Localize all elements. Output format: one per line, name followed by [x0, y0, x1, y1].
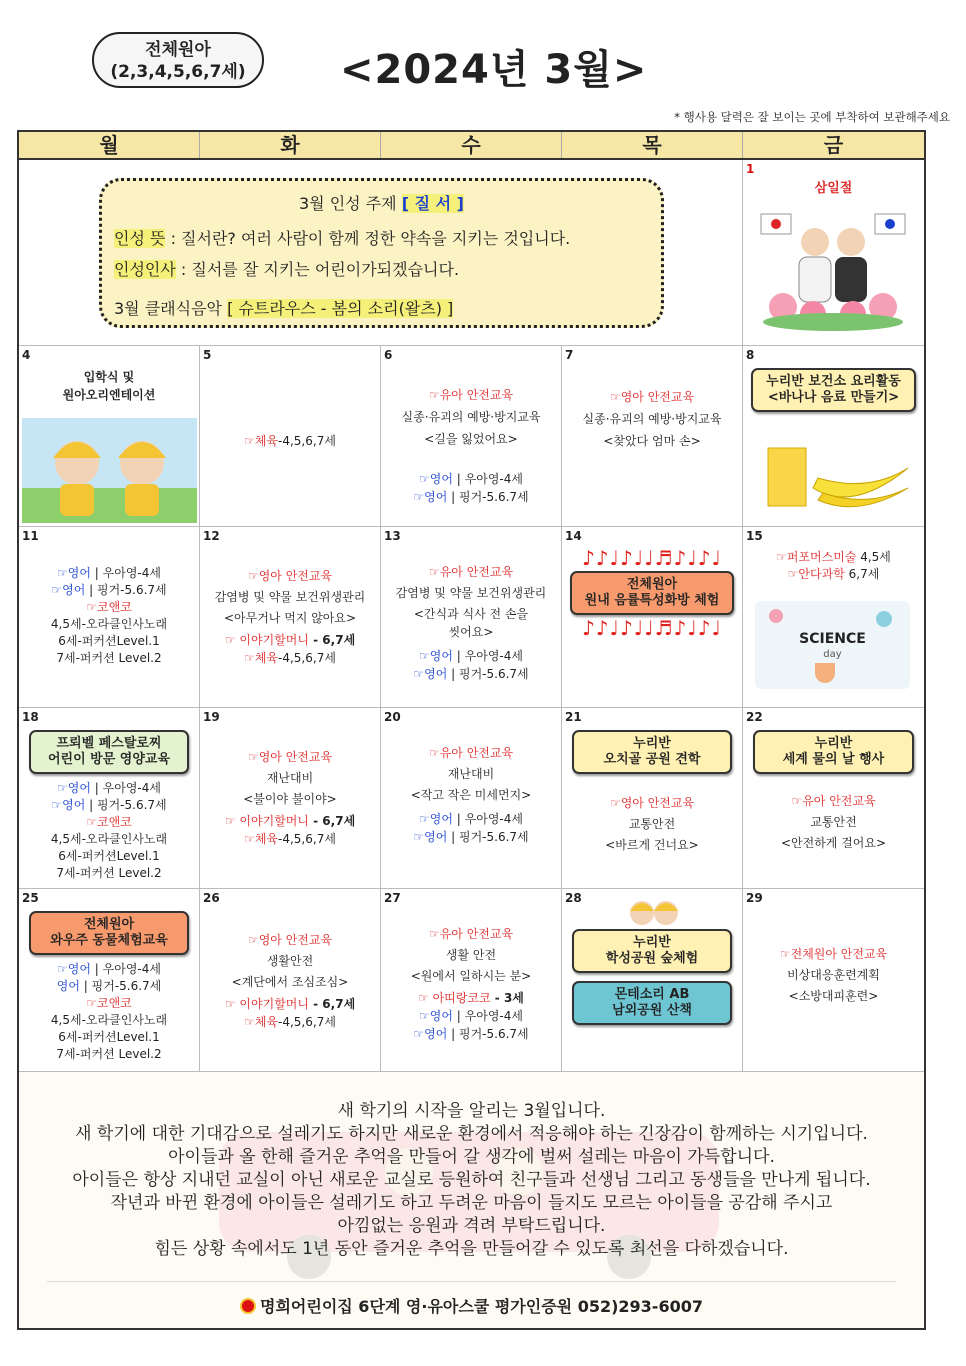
day15-text [743, 549, 924, 583]
day-number: 4 [22, 348, 31, 362]
day22-box-line1: 누리반 [814, 736, 853, 751]
day-number: 26 [203, 891, 220, 905]
day18-english-label-2: ☞영어 [51, 798, 86, 812]
day18-box-line2: 어린이 방문 영양교육 [47, 752, 171, 767]
day-cell-15 [743, 527, 924, 708]
day7-line2: 실종·유괴의 예방·방지교육 [582, 412, 722, 426]
day-cell-11 [19, 527, 200, 708]
day13-line3b: 씻어요> [448, 625, 494, 639]
day26-line3: <계단에서 조심조심> [231, 975, 349, 989]
day4-text [19, 368, 199, 404]
day20-english-detail-2: | 핑거-5.6.7세 [447, 830, 529, 844]
day25-zoo-label [29, 911, 189, 955]
day19-pe-label: ☞체육 [244, 832, 279, 846]
day13-english-label: ☞영어 [419, 649, 453, 663]
day28-walk-label [572, 981, 732, 1025]
day13-english-detail-2: | 핑거-5.6.7세 [447, 667, 529, 681]
science-deco-circle [876, 611, 892, 627]
day8-cooking-label [751, 368, 916, 412]
day20-line3: <작고 작은 미세먼지> [410, 788, 532, 802]
day12-storyteller-ages: - 6,7세 [308, 633, 356, 647]
weekday-header [19, 132, 924, 160]
day22-line3: <안전하게 걸어요> [780, 836, 887, 850]
day29-text [743, 945, 924, 1005]
notes-line-4: 아이들은 항상 지내던 교실이 아닌 새로운 교실로 등원하여 친구들과 선생님 그리고 동생들을 만나게 됩니다. [72, 1170, 871, 1190]
day12-line2: 감염병 및 약물 보건위생관리 [214, 590, 366, 604]
theme-greeting-label: 인성인사 [114, 260, 176, 279]
flask-icon [815, 663, 835, 683]
day11-english-label: ☞영어 [57, 566, 91, 580]
day18-box-line1: 프뢰벨 페스탈로찌 [56, 736, 162, 751]
day13-english-label-2: ☞영어 [413, 667, 448, 681]
day14-music-label [570, 571, 734, 615]
day29-line3: <소방대피훈련> [788, 989, 879, 1003]
day27-text [381, 925, 561, 1043]
day-cell-27 [381, 889, 562, 1072]
day19-text [200, 748, 380, 848]
day-number: 28 [565, 891, 582, 905]
divider [47, 1281, 896, 1282]
day12-pe-ages: -4,5,6,7세 [278, 651, 336, 665]
day27-line1: ☞유아 안전교육 [428, 927, 514, 941]
calendar [17, 130, 926, 1330]
day5-pe-label: ☞체육 [244, 434, 279, 448]
day29-line1: ☞전체원아 안전교육 [779, 947, 888, 961]
day6-text [381, 386, 561, 506]
day18-english-label: ☞영어 [57, 781, 91, 795]
day12-text [200, 567, 380, 667]
day20-english-label-2: ☞영어 [413, 830, 448, 844]
day7-text [562, 388, 742, 450]
day13-line3: <간식과 식사 전 손을 [413, 607, 529, 621]
day27-line2: 생활 안전 [445, 948, 497, 962]
day-number: 5 [203, 348, 212, 362]
day21-field-trip-label [572, 730, 732, 774]
notes-line-7: 힘든 상황 속에서도 1년 동안 즐거운 추억을 만들어갈 수 있도록 최선을 다하겠습니다. [154, 1239, 789, 1259]
day21-line2: 교통안전 [628, 817, 676, 831]
day20-text [381, 744, 561, 846]
day15-science-ages: 6,7세 [844, 567, 880, 581]
theme-title [114, 191, 649, 214]
day6-english-detail: | 우아영-4세 [452, 472, 523, 486]
footer-text: 명희어린이집 6단계 영·유아스쿨 평가인증원 052)293-6007 [260, 1297, 703, 1316]
day20-english-detail: | 우아영-4세 [452, 812, 523, 826]
day26-line1: ☞영아 안전교육 [247, 933, 333, 947]
day19-line2: 재난대비 [266, 771, 314, 785]
day-number: 15 [746, 529, 763, 543]
day-cell-22 [743, 708, 924, 889]
day6-english-label: ☞영어 [419, 472, 453, 486]
day-cell-25 [19, 889, 200, 1072]
day-cell-6 [381, 346, 562, 527]
page-title: <2024년 3월> [340, 47, 648, 93]
theme-greeting-text: : 질서를 잘 지키는 어린이가되겠습니다. [180, 260, 460, 279]
day-cell-4 [19, 346, 200, 527]
day21-line3: <바르게 건너요> [605, 838, 699, 852]
day13-line1: ☞유아 안전교육 [428, 565, 514, 579]
notes-area [19, 1072, 924, 1328]
day27-english-label-2: ☞영어 [413, 1027, 448, 1041]
day22-water-day-label [753, 730, 914, 774]
theme-box [99, 178, 664, 328]
day13-english-detail: | 우아영-4세 [452, 649, 523, 663]
day6-line3: <길을 잃었어요> [424, 432, 518, 446]
day11-english-label-2: ☞영어 [51, 583, 86, 597]
day-cell-26 [200, 889, 381, 1072]
day-number: 6 [384, 348, 393, 362]
day18-line4: 4,5세-오라클인사노래 [50, 832, 168, 846]
theme-title-prefix: 3월 인성 주제 [299, 194, 397, 213]
day-number: 29 [746, 891, 763, 905]
day-cell-12 [200, 527, 381, 708]
day18-nutrition-label [29, 730, 189, 774]
day27-line3: <원에서 일하시는 분> [410, 969, 532, 983]
footer [19, 1295, 924, 1318]
day18-text [19, 730, 199, 882]
day25-box-line2: 와우주 동물체험교육 [50, 933, 168, 948]
theme-music [114, 296, 649, 319]
day6-english-label-2: ☞영어 [413, 490, 448, 504]
banana-drink-illustration [758, 438, 913, 518]
theme-music-label: 3월 클래식음악 [114, 299, 223, 318]
day5-pe [200, 432, 380, 450]
day6-line2: 실종·유괴의 예방·방지교육 [401, 410, 541, 424]
day-number: 25 [22, 891, 39, 905]
logo-icon [240, 1298, 256, 1314]
day28-box-line4: 남외공원 산책 [612, 1003, 692, 1018]
day25-text [19, 911, 199, 1063]
day22-text [743, 730, 924, 852]
day15-art-label: ☞퍼포머스미술 [776, 550, 857, 564]
day5-pe-ages: -4,5,6,7세 [278, 434, 336, 448]
day18-english-detail-2: | 핑거-5.6.7세 [85, 798, 167, 812]
day15-science-label: ☞안다과학 [787, 567, 845, 581]
day22-line1: ☞유아 안전교육 [791, 794, 876, 808]
theme-music-value: [ 슈트라우스 - 봄의 소리(왈츠) ] [227, 299, 454, 318]
class-badge-line2: (2,3,4,5,6,7세) [110, 62, 246, 82]
notes-line-1: 새 학기의 시작을 알리는 3월입니다. [337, 1101, 606, 1121]
notes-line-5: 작년과 바뀐 환경에 아이들은 설레기도 하고 두려운 마음이 들지도 모르는 아이들을 공감해 주시고 [110, 1193, 833, 1213]
day-number: 13 [384, 529, 401, 543]
day21-box-line2: 오치골 공원 견학 [603, 752, 701, 767]
entrance-ceremony-illustration [22, 418, 197, 523]
day-cell-14 [562, 527, 743, 708]
theme-greeting [114, 257, 649, 280]
day13-text [381, 563, 561, 683]
day-number: 20 [384, 710, 401, 724]
day18-english-detail: | 우아영-4세 [90, 781, 161, 795]
day-number: 14 [565, 529, 582, 543]
day-number: 21 [565, 710, 582, 724]
day-cell-5 [200, 346, 381, 527]
day12-line1: ☞영아 안전교육 [247, 569, 333, 583]
day19-storyteller-label: ☞ 이야기할머니 [224, 814, 309, 828]
notes-line-3: 아이들과 올 한해 즐거운 추억을 만들어 갈 생각에 벌써 설레는 마음이 가득합니다. [168, 1147, 775, 1167]
day8-line1: 누리반 보건소 요리활동 [766, 374, 901, 389]
day28-box-line3: 몬테소리 AB [614, 987, 690, 1002]
day-cell-8 [743, 346, 924, 527]
day27-english-label: ☞영어 [419, 1009, 453, 1023]
notes-line-6: 아낌없는 응원과 격려 부탁드립니다. [337, 1216, 606, 1236]
day-cell-18 [19, 708, 200, 889]
day11-line4: 4,5세-오라클인사노래 [50, 617, 168, 631]
day6-line1: ☞유아 안전교육 [428, 388, 514, 402]
weekday-thu: 목 [562, 132, 743, 158]
day-number: 7 [565, 348, 574, 362]
day-cell-1 [743, 160, 924, 346]
day25-english-detail-2: | 핑거-5.6.7세 [79, 979, 162, 993]
day25-english-detail: | 우아영-4세 [90, 962, 161, 976]
day4-line2: 원아오리엔테이션 [62, 388, 156, 402]
day-number: 11 [22, 529, 39, 543]
theme-cell [19, 160, 743, 346]
class-badge-line1: 전체원아 [145, 40, 211, 60]
day28-text [562, 929, 742, 1025]
day27-atti-ages: - 3세 [490, 991, 524, 1005]
day27-atti-label: ☞ 아띠랑코코 [418, 991, 491, 1005]
day1-title: 삼일절 [814, 181, 853, 196]
day19-line1: ☞영아 안전교육 [247, 750, 333, 764]
day11-line5: 6세-퍼커션Level.1 [58, 634, 160, 648]
day26-storyteller-label: ☞ 이야기할머니 [224, 997, 309, 1011]
science-label: SCIENCE [799, 631, 866, 647]
day4-line1: 입학식 및 [83, 370, 135, 384]
day28-box-line2: 학성공원 숲체험 [605, 951, 699, 966]
day25-line5: 6세-퍼커션Level.1 [58, 1030, 160, 1044]
day15-art-ages: 4,5세 [856, 550, 891, 564]
day26-pe-label: ☞체육 [244, 1015, 279, 1029]
day25-english-label: ☞영어 [57, 962, 91, 976]
day-number: 22 [746, 710, 763, 724]
day-cell-21 [562, 708, 743, 889]
day7-line3: <찾았다 엄마 손> [603, 434, 701, 448]
day-number: 1 [746, 162, 755, 176]
day11-english-detail-2: | 핑거-5.6.7세 [85, 583, 167, 597]
day11-text [19, 565, 199, 667]
day26-storyteller-ages: - 6,7세 [308, 997, 356, 1011]
theme-meaning-text: : 질서란? 여러 사람이 함께 정한 약속을 지키는 것입니다. [170, 229, 571, 248]
day20-english-label: ☞영어 [419, 812, 453, 826]
day25-line4: 4,5세-오라클인사노래 [50, 1013, 168, 1027]
day-number: 19 [203, 710, 220, 724]
day-cell-20 [381, 708, 562, 889]
day14-line1: 전체원아 [626, 577, 678, 592]
day25-line6: 7세-퍼커션 Level.2 [56, 1047, 162, 1061]
day-number: 12 [203, 529, 220, 543]
weekday-wed: 수 [381, 132, 562, 158]
science-day-label: day [823, 649, 842, 660]
day12-storyteller-label: ☞ 이야기할머니 [224, 633, 309, 647]
day19-storyteller-ages: - 6,7세 [308, 814, 356, 828]
day12-line3: <아무거나 먹지 않아요> [223, 611, 357, 625]
independence-day-illustration [753, 202, 913, 337]
day27-english-detail: | 우아영-4세 [452, 1009, 523, 1023]
day8-line2: <바나나 음료 만들기> [767, 390, 900, 405]
day8-text [743, 368, 924, 412]
day7-line1: ☞영아 안전교육 [609, 390, 695, 404]
weekday-mon: 월 [19, 132, 200, 158]
day-cell-7 [562, 346, 743, 527]
music-notes-top: ♪♪♩♪♩♩♬♪♩♪♩ [582, 546, 722, 570]
day6-english-detail-2: | 핑거-5.6.7세 [447, 490, 529, 504]
theme-meaning-label: 인성 뜻 [114, 229, 166, 248]
day28-forest-label [572, 929, 732, 973]
day20-line2: 재난대비 [447, 767, 495, 781]
class-badge [92, 32, 264, 88]
notes-line-2: 새 학기에 대한 기대감으로 설레기도 하지만 새로운 환경에서 적응해야 하는 긴장감이 함께하는 시기입니다. [75, 1124, 868, 1144]
day19-pe-ages: -4,5,6,7세 [278, 832, 336, 846]
day14-line2: 원내 음률특성화방 체험 [584, 593, 720, 608]
day26-line2: 생활안전 [266, 954, 314, 968]
day25-english-label-2: 영어 [56, 979, 80, 993]
day-number: 18 [22, 710, 39, 724]
day18-line6: 7세-퍼커션 Level.2 [56, 866, 162, 880]
day13-line2: 감염병 및 약물 보건위생관리 [395, 586, 547, 600]
day-cell-13 [381, 527, 562, 708]
day21-box-line1: 누리반 [633, 736, 671, 751]
day-number: 8 [746, 348, 755, 362]
day-cell-29 [743, 889, 924, 1072]
day12-pe-label: ☞체육 [244, 651, 279, 665]
day22-line2: 교통안전 [810, 815, 857, 829]
notice-text: * 행사용 달력은 잘 보이는 곳에 부착하여 보관해주세요 [674, 110, 950, 124]
day-number: 27 [384, 891, 401, 905]
day25-box-line1: 전체원아 [83, 917, 135, 932]
day-cell-19 [200, 708, 381, 889]
day-cell-28 [562, 889, 743, 1072]
day22-box-line2: 세계 물의 날 행사 [782, 752, 885, 767]
day11-coandco: ☞코앤코 [86, 600, 132, 614]
notes-text [19, 1100, 924, 1261]
day18-line5: 6세-퍼커션Level.1 [58, 849, 160, 863]
day26-text [200, 931, 380, 1031]
day18-coandco: ☞코앤코 [86, 815, 132, 829]
day11-line6: 7세-퍼커션 Level.2 [56, 651, 162, 665]
theme-title-value: [ 질 서 ] [401, 194, 464, 213]
music-notes-bottom: ♪♪♩♪♩♩♬♪♩♪♩ [582, 616, 722, 640]
weekday-tue: 화 [200, 132, 381, 158]
science-day-illustration [755, 601, 910, 689]
day21-line1: ☞영아 안전교육 [609, 796, 695, 810]
day14-text [562, 546, 742, 640]
day21-text [562, 730, 742, 854]
day19-line3: <불이야 불이야> [243, 792, 337, 806]
weekday-fri: 금 [823, 133, 844, 157]
day11-english-detail: | 우아영-4세 [90, 566, 161, 580]
day29-line2: 비상대응훈련계획 [787, 968, 880, 982]
day26-pe-ages: -4,5,6,7세 [278, 1015, 336, 1029]
science-deco-circle [769, 609, 783, 623]
kids-illustration [624, 895, 684, 927]
day28-box-line1: 누리반 [633, 935, 671, 950]
theme-meaning [114, 226, 649, 249]
day25-coandco: ☞코앤코 [86, 996, 132, 1010]
day27-english-detail-2: | 핑거-5.6.7세 [447, 1027, 529, 1041]
day20-line1: ☞유아 안전교육 [428, 746, 514, 760]
